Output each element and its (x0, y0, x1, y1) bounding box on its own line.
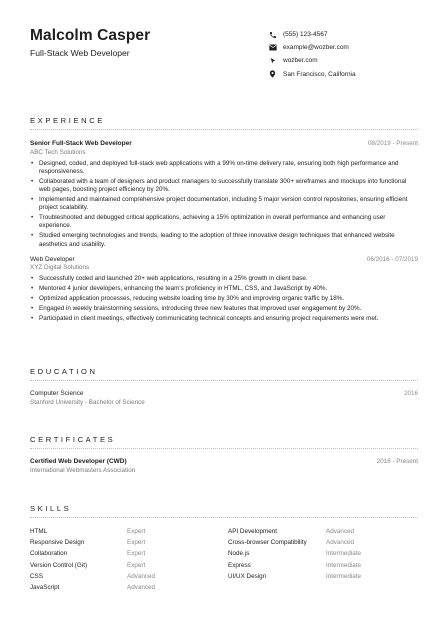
skill-level: Expert (127, 528, 146, 535)
skill-level: Intermediate (326, 561, 362, 569)
job-bullet: • Participated in client meetings, effectively communicating technical concepts and ensuring project requirements were met. (30, 315, 418, 323)
education-divider (30, 380, 418, 381)
skill-name: Node.js (228, 550, 250, 558)
contact-location (268, 68, 356, 81)
job-role: Web Developer (30, 255, 75, 263)
experience-section (30, 116, 418, 325)
location-pin-icon (268, 70, 277, 79)
contact-email (268, 41, 356, 54)
skill-name: Collaboration (30, 550, 68, 558)
skill-name: Responsive Design (30, 539, 85, 547)
location-text: San Francisco, California (283, 70, 356, 78)
job-bullet: • Collaborated with a team of designers and product managers to successfully translate 300+ wireframes and mockups into functional web pages, boosting project efficiency by 20%. (30, 178, 418, 195)
certificate-issuer: International Webmasters Association (30, 466, 136, 474)
resume-header (30, 0, 418, 100)
skill-name: JavaScript (30, 583, 60, 591)
candidate-name: Malcolm Casper (30, 27, 151, 44)
skills-divider (30, 517, 418, 518)
skills-heading: SKILLS (30, 504, 72, 513)
job-bullet: • Designed, coded, and deployed full-stack web applications with a 99% on-time delivery rate, ensuring both high performance and responsiveness. (30, 160, 418, 177)
phone-text: (555) 123-4567 (283, 31, 328, 39)
job-entry (30, 256, 418, 323)
skill-level: Expert (127, 550, 146, 558)
certificates-heading: CERTIFICATES (30, 435, 116, 444)
contact-phone (268, 28, 356, 41)
job-dates: 08/2019 - Present (367, 140, 418, 147)
skill-level: Advanced (127, 572, 156, 580)
education-school: Stanford University - Bachelor of Science (30, 398, 145, 406)
experience-heading: EXPERIENCE (30, 116, 105, 125)
skill-name: Express (228, 561, 251, 569)
skill-level: Advanced (127, 583, 156, 591)
email-icon (268, 43, 277, 52)
skills-section (30, 504, 418, 591)
job-bullets (30, 160, 418, 249)
experience-divider (30, 129, 418, 130)
skill-level: Intermediate (326, 572, 362, 580)
job-bullet: • Successfully coded and launched 20+ web applications, resulting in a 25% growth in client base. (30, 275, 418, 283)
skills-grid (30, 528, 418, 591)
job-bullet: • Troubleshooted and debugged critical applications, achieving a 15% optimization in overall performance and enhancing user experience. (30, 214, 418, 231)
candidate-title: Full-Stack Web Developer (30, 48, 130, 58)
certificate-name: Certified Web Developer (CWD) (30, 458, 127, 465)
skill-level: Expert (127, 561, 146, 569)
job-company: XYZ Digital Solutions (30, 264, 90, 272)
job-dates: 06/2016 - 07/2019 (366, 255, 418, 263)
skill-name: CSS (30, 572, 43, 580)
skill-level: Intermediate (326, 550, 362, 558)
website-text[interactable]: wozber.com (283, 57, 318, 65)
skill-level: Expert (127, 539, 146, 547)
email-text[interactable]: example@wozber.com (283, 44, 349, 52)
job-bullet: • Studied emerging technologies and trends, leading to the adoption of three innovative design techniques that enhanced website aesthetics and usability. (30, 232, 418, 249)
job-bullets (30, 275, 418, 323)
phone-icon (268, 30, 277, 39)
contact-website (268, 54, 356, 67)
education-year: 2016 (403, 390, 418, 397)
skill-name: HTML (30, 528, 48, 535)
certificate-entry (30, 458, 418, 474)
job-bullet: • Mentored 4 junior developers, enhancing the team's proficiency in HTML, CSS, and JavaScript by 40%. (30, 285, 418, 293)
job-company: ABC Tech Solutions (30, 148, 86, 156)
skill-name: Cross-browser Compatibility (228, 539, 307, 547)
job-role: Senior Full-Stack Web Developer (30, 140, 132, 147)
education-heading: EDUCATION (30, 367, 98, 376)
job-bullet: • Optimized application processes, reducing website loading time by 30% and improving organic traffic by 18%. (30, 295, 418, 303)
link-icon (268, 56, 277, 65)
skill-name: Version Control (Git) (30, 561, 88, 569)
certificate-dates: 2016 - Present (376, 458, 418, 465)
certificates-divider (30, 448, 418, 449)
job-entry (30, 140, 418, 249)
certificates-section (30, 435, 418, 474)
education-entry (30, 390, 418, 406)
skill-level: Advanced (326, 528, 355, 535)
contact-block (268, 28, 356, 81)
skill-level: Advanced (326, 539, 355, 547)
job-bullet: • Implemented and maintained comprehensive project documentation, including 5 major version control repositories, ensuring efficient project scalability. (30, 196, 418, 213)
skill-name: UI/UX Design (228, 572, 267, 580)
job-bullet: • Engaged in weekly brainstorming sessions, introducing three new features that improved user engagement by 20%. (30, 305, 418, 313)
education-degree: Computer Science (30, 390, 84, 397)
education-section (30, 367, 418, 406)
skill-name: API Development (228, 528, 278, 535)
